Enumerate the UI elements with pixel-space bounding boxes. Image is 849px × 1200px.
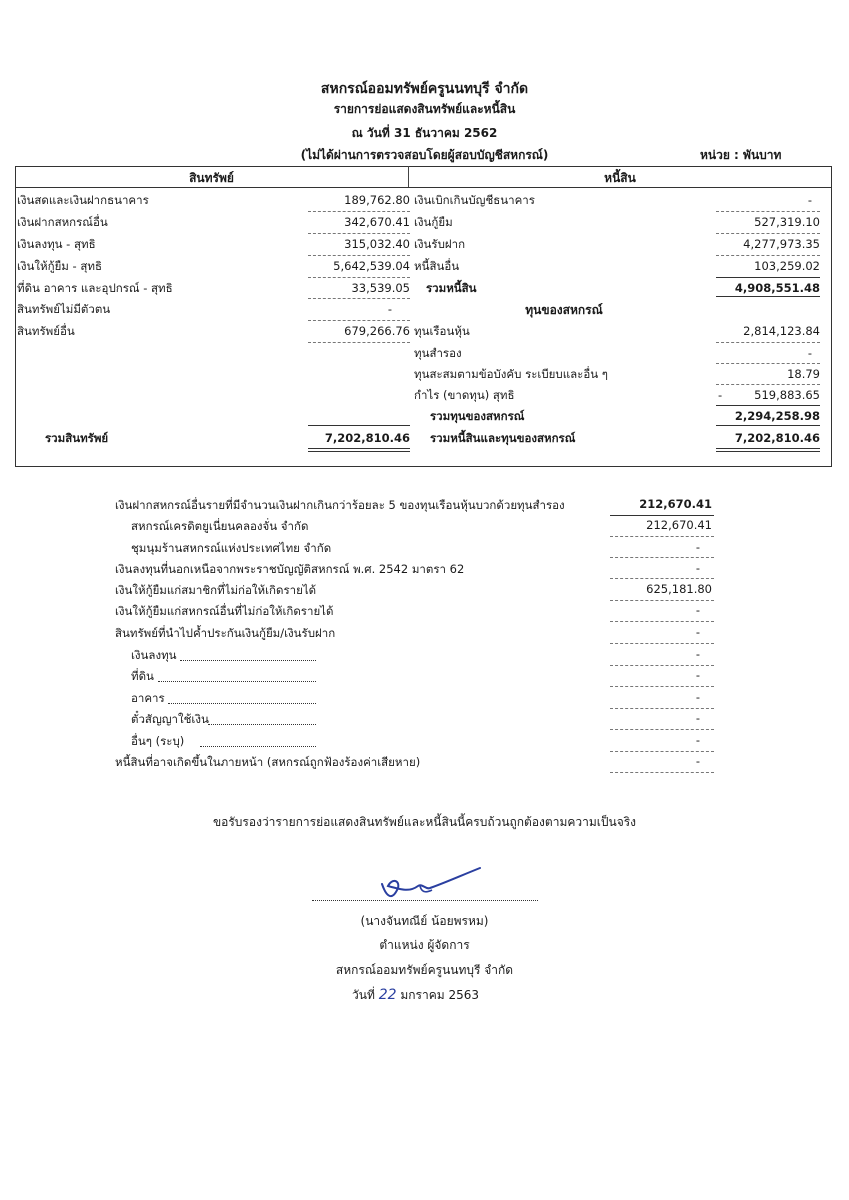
liabilities-total-value: 4,908,551.48 <box>734 281 820 295</box>
asset-value: 315,032.40 <box>344 237 410 251</box>
asset-row <box>15 298 410 320</box>
note-label: หนี้สินที่อาจเกิดขึ้นในภายหน้า (สหกรณ์ถูกฟ้องร้องค่าเสียหาย) <box>115 755 421 769</box>
fill-in-dots <box>180 660 316 661</box>
unit-label: หน่วย : พันบาท <box>700 148 782 162</box>
note-label: สหกรณ์เครดิตยูเนี่ยนคลองจั่น จำกัด <box>131 519 309 533</box>
value-underline <box>716 342 820 343</box>
value-underline <box>610 686 714 687</box>
liability-label: เงินกู้ยืม <box>414 215 453 229</box>
equity-label: ทุนเรือนหุ้น <box>414 324 470 338</box>
signature-date <box>352 986 479 1005</box>
note-value: - <box>695 625 700 639</box>
signer-position: ตำแหน่ง ผู้จัดการ <box>379 938 470 952</box>
liability-label: เงินรับฝาก <box>414 237 466 251</box>
grand-total-label: รวมหนี้สินและทุนของสหกรณ์ <box>430 431 576 445</box>
asset-row <box>15 255 410 277</box>
equity-total-label: รวมทุนของสหกรณ์ <box>430 409 525 423</box>
asset-row <box>15 320 410 342</box>
asset-row <box>15 233 410 255</box>
value-underline <box>610 643 714 644</box>
value-underline <box>610 600 714 601</box>
asset-value: 189,762.80 <box>344 193 410 207</box>
liability-label: เงินเบิกเกินบัญชีธนาคาร <box>414 193 535 207</box>
note-label: ชุมนุมร้านสหกรณ์แห่งประเทศไทย จำกัด <box>131 541 332 555</box>
value-underline <box>716 255 820 256</box>
value-underline <box>308 277 410 278</box>
equity-label: ทุนสะสมตามข้อบังคับ ระเบียบและอื่น ๆ <box>414 367 608 381</box>
total-double-underline <box>308 451 410 452</box>
equity-value: - <box>807 346 812 360</box>
report-title: รายการย่อแสดงสินทรัพย์และหนี้สิน <box>333 102 516 116</box>
value-underline <box>308 255 410 256</box>
equity-row <box>412 320 820 342</box>
asset-label: สินทรัพย์อื่น <box>17 324 75 338</box>
value-underline <box>610 729 714 730</box>
note-value: - <box>695 603 700 617</box>
total-overline <box>716 277 820 278</box>
value-underline <box>610 578 714 579</box>
liability-row <box>412 211 820 233</box>
equity-label: กำไร (ขาดทุน) สุทธิ <box>414 388 515 402</box>
value-underline <box>308 298 410 299</box>
note-label: เงินฝากสหกรณ์อื่นรายที่มีจำนวนเงินฝากเกินกว่าร้อยละ 5 ของทุนเรือนหุ้นบวกด้วยทุนสำรอง <box>115 498 565 512</box>
note-label: ที่ดิน <box>131 669 154 683</box>
note-label: เงินให้กู้ยืมแก่สหกรณ์อื่นที่ไม่ก่อให้เกิดรายได้ <box>115 604 334 618</box>
asset-label: เงินให้กู้ยืม - สุทธิ <box>17 259 102 273</box>
equity-row <box>412 342 820 364</box>
asset-label: เงินลงทุน - สุทธิ <box>17 237 96 251</box>
liabilities-total-label: รวมหนี้สิน <box>426 281 477 295</box>
note-label: อื่นๆ (ระบุ) <box>131 734 185 748</box>
asset-value: 342,670.41 <box>344 215 410 229</box>
asset-value: - <box>387 302 392 316</box>
equity-total-value: 2,294,258.98 <box>734 409 820 423</box>
asset-label: สินทรัพย์ไม่มีตัวตน <box>17 302 111 316</box>
audit-note: (ไม่ได้ผ่านการตรวจสอบโดยผู้สอบบัญชีสหกรณ์) <box>300 148 549 162</box>
liability-row <box>412 233 820 255</box>
asset-value: 5,642,539.04 <box>333 259 410 273</box>
asset-label: ที่ดิน อาคาร และอุปกรณ์ - สุทธิ <box>17 281 173 295</box>
date-day-handwritten: 22 <box>378 987 397 1003</box>
asset-row <box>15 277 410 299</box>
note-value: 212,670.41 <box>639 497 712 511</box>
value-underline <box>716 211 820 212</box>
value-underline <box>610 772 714 773</box>
date-prefix: วันที่ <box>352 988 375 1002</box>
liability-value: 4,277,973.35 <box>743 237 820 251</box>
total-double-underline <box>716 451 820 452</box>
note-value: - <box>695 690 700 704</box>
value-underline <box>716 425 820 426</box>
asset-value: 33,539.05 <box>351 281 410 295</box>
fill-in-dots <box>158 681 316 682</box>
liability-value: - <box>807 193 812 207</box>
note-label: เงินลงทุนที่นอกเหนือจากพระราชบัญญัติสหกรณ์ พ.ศ. 2542 มาตรา 62 <box>115 562 465 576</box>
note-label: เงินให้กู้ยืมแก่สมาชิกที่ไม่ก่อให้เกิดรายได้ <box>115 583 317 597</box>
value-underline <box>610 708 714 709</box>
asset-row <box>15 211 410 233</box>
assets-heading: สินทรัพย์ <box>189 171 234 185</box>
note-value: - <box>695 561 700 575</box>
signer-name: (นางจันทณีย์ น้อยพรหม) <box>360 914 489 928</box>
note-value: - <box>695 754 700 768</box>
asset-row <box>15 189 410 211</box>
liability-row <box>412 255 820 277</box>
equity-value: 2,814,123.84 <box>743 324 820 338</box>
value-underline <box>610 621 714 622</box>
grand-total-value: 7,202,810.46 <box>734 431 820 445</box>
note-value: 212,670.41 <box>646 518 712 532</box>
fill-in-dots <box>200 746 316 747</box>
report-date: ณ วันที่ 31 ธันวาคม 2562 <box>351 126 498 140</box>
value-underline <box>610 751 714 752</box>
liability-value: 103,259.02 <box>754 259 820 273</box>
asset-value: 679,266.76 <box>344 324 410 338</box>
note-value: - <box>695 540 700 554</box>
value-underline <box>716 363 820 364</box>
equity-value: 519,883.65 <box>754 388 820 402</box>
note-value: 625,181.80 <box>646 582 712 596</box>
assets-total-value: 7,202,810.46 <box>324 431 410 445</box>
fill-in-dots <box>208 724 316 725</box>
note-label: สินทรัพย์ที่นำไปค้ำประกันเงินกู้ยืม/เงินรับฝาก <box>115 626 336 640</box>
value-underline <box>610 536 714 537</box>
value-underline <box>610 515 714 516</box>
value-underline <box>308 342 410 343</box>
equity-row <box>412 384 820 406</box>
assets-total-label: รวมสินทรัพย์ <box>45 431 109 445</box>
date-suffix: มกราคม 2563 <box>400 988 479 1002</box>
fill-in-dots <box>168 703 316 704</box>
value-underline <box>308 233 410 234</box>
asset-label: เงินฝากสหกรณ์อื่น <box>17 215 108 229</box>
note-value: - <box>695 668 700 682</box>
liabilities-heading: หนี้สิน <box>604 171 636 185</box>
equity-heading: ทุนของสหกรณ์ <box>525 303 603 317</box>
assets-total-row <box>15 427 410 449</box>
value-underline <box>610 557 714 558</box>
total-double-underline <box>716 448 820 449</box>
equity-value: 18.79 <box>787 367 820 381</box>
grand-total-row <box>412 427 820 449</box>
note-label: อาคาร <box>131 691 165 705</box>
value-underline <box>716 233 820 234</box>
equity-row <box>412 363 820 385</box>
organization-title: สหกรณ์ออมทรัพย์ครูนนทบุรี จำกัด <box>320 81 529 97</box>
note-value: - <box>695 733 700 747</box>
signer-organization: สหกรณ์ออมทรัพย์ครูนนทบุรี จำกัด <box>335 963 514 977</box>
equity-total-row <box>412 405 820 427</box>
total-underline <box>716 296 820 297</box>
value-underline <box>716 384 820 385</box>
asset-label: เงินสดและเงินฝากธนาคาร <box>17 193 149 207</box>
note-value: - <box>695 711 700 725</box>
equity-label: ทุนสำรอง <box>414 346 462 360</box>
certification-text: ขอรับรองว่ารายการย่อแสดงสินทรัพย์และหนี้สินนี้ครบถ้วนถูกต้องตามความเป็นจริง <box>212 815 637 829</box>
liability-row <box>412 189 820 211</box>
signature-line <box>312 900 538 901</box>
value-underline <box>716 405 820 406</box>
negative-sign: - <box>718 388 723 402</box>
liability-label: หนี้สินอื่น <box>414 259 460 273</box>
total-overline <box>308 425 410 426</box>
note-value: - <box>695 647 700 661</box>
value-underline <box>610 665 714 666</box>
value-underline <box>308 211 410 212</box>
value-underline <box>308 320 410 321</box>
note-label: ตั๋วสัญญาใช้เงิน <box>131 712 209 726</box>
note-label: เงินลงทุน <box>131 648 177 662</box>
liability-value: 527,319.10 <box>754 215 820 229</box>
total-double-underline <box>308 448 410 449</box>
